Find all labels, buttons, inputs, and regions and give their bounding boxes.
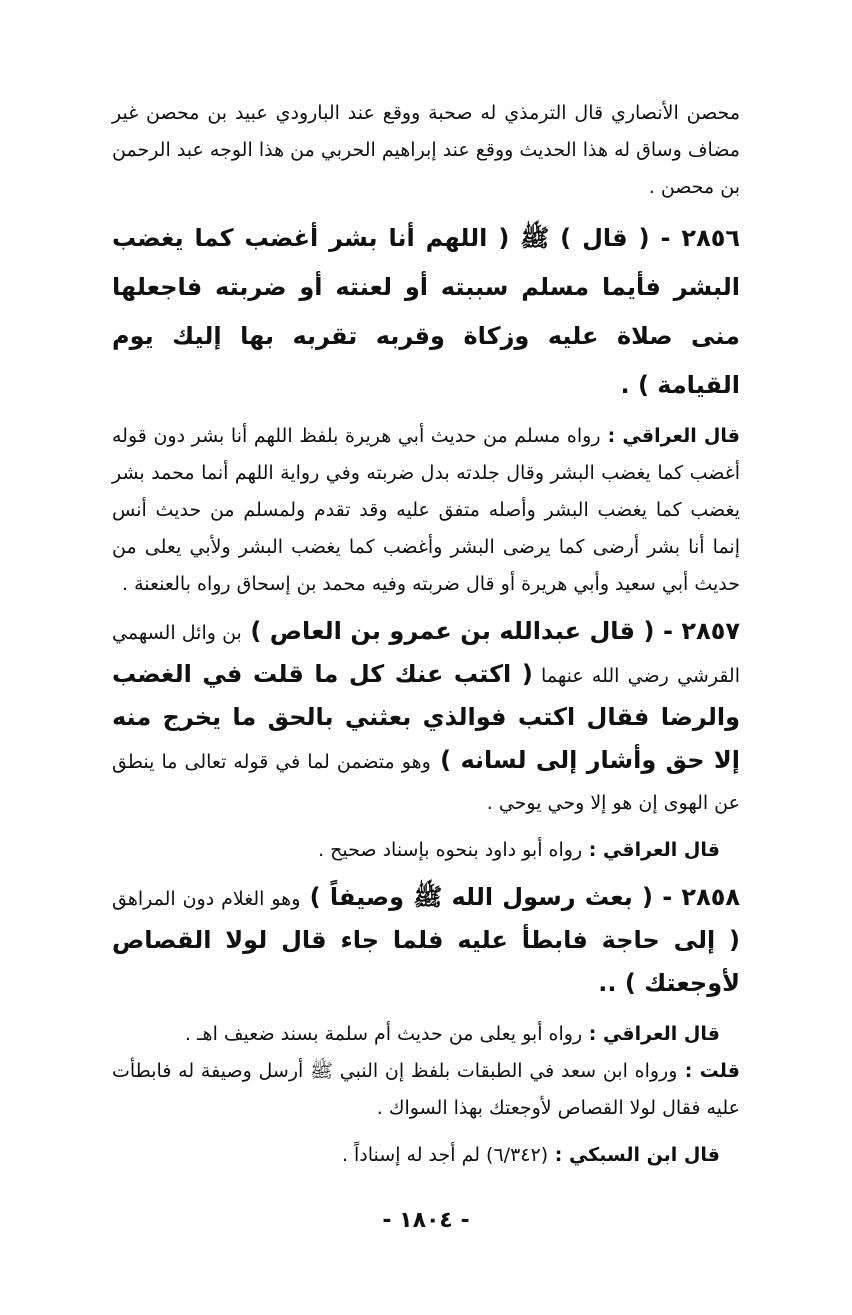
- hadith-2856-lead: ( قال ) ﷺ (: [487, 224, 650, 252]
- note-2858-label: قلت :: [677, 1060, 740, 1082]
- hadith-2858-quote: ( إلى حاجة فابطأ عليه فلما جاء قال لولا القصاص لأوجعتك ) ..: [112, 926, 740, 997]
- intro-text: محصن الأنصاري قال الترمذي له صحبة ووقع عند البارودي عبيد بن محصن غير مضاف وساق له هذا الحديث ووقع عند إبراهيم الحربي من هذا الوجه عبد الرحمن بن محصن .: [112, 102, 740, 198]
- intro-paragraph: [112, 95, 740, 206]
- page-number: - ١٨٠٤ -: [382, 1208, 470, 1233]
- hadith-2856-text: اللهم أنا بشر أغضب كما يغضب البشر فأيما مسلم سببته أو لعنته أو ضربته فاجعلها منى صلاة عليه وزكاة وقربه تقربه بها إليك يوم القيامة ) .: [112, 224, 740, 399]
- hadith-2857-number: ٢٨٥٧ -: [654, 617, 741, 645]
- hadith-2858: [112, 877, 740, 1006]
- page-body: [112, 95, 740, 1174]
- commentary-2858-text: رواه أبو يعلى من حديث أم سلمة بسند ضعيف اهـ .: [184, 1023, 583, 1045]
- hadith-2857-mid: بن وائل السهمي القرشي رضي الله عنهما: [112, 622, 740, 687]
- commentary-2856: [112, 418, 740, 603]
- hadith-2857: [112, 611, 740, 824]
- note-2858: [112, 1053, 740, 1127]
- commentary-2857-label: قال العراقي :: [582, 839, 720, 861]
- hadith-2857-lead: ( قال عبدالله بن عمرو بن العاص ): [241, 617, 655, 645]
- hadith-2857-tail: وهو متضمن لما في قوله تعالى ما ينطق عن الهوى إن هو إلا وحي يوحي .: [112, 751, 740, 814]
- hadith-2858-mid: وهو الغلام دون المراهق: [112, 888, 301, 910]
- commentary-2856-text: رواه مسلم من حديث أبي هريرة بلفظ اللهم أنا بشر دون قوله أغضب كما يغضب البشر وقال جلدته بدل ضربته وفي رواية اللهم أنما محمد بشر يغضب كما يغضب البشر وأصله متفق عليه وقد تقدم ولمسلم من حديث أنس إنما أنا بشر أرضى كما يرضى البشر وأغضب كما يغضب البشر ولأبي يعلى من حديث أبي سعيد وأبي هريرة أو قال ضربته وفيه محمد بن إسحاق رواه بالعنعنة .: [112, 425, 740, 595]
- subki-text: (٦/٣٤٢) لم أجد له إسناداً .: [341, 1144, 549, 1166]
- subki-note: [112, 1137, 740, 1174]
- hadith-2857-quote: ( اكتب عنك كل ما قلت في الغضب والرضا فقال اكتب فوالذي بعثني بالحق ما يخرج منه إلا حق وأشار إلى لسانه ): [112, 660, 740, 774]
- commentary-2857-text: رواه أبو داود بنحوه بإسناد صحيح .: [318, 839, 583, 861]
- commentary-2858: [112, 1016, 740, 1053]
- note-2858-text: ورواه ابن سعد في الطبقات بلفظ إن النبي ﷺ أرسل وصيفة له فابطأت عليه فقال لولا القصاص لأوجعتك بهذا السواك .: [112, 1060, 740, 1119]
- hadith-2856-number: ٢٨٥٦ -: [649, 224, 741, 252]
- commentary-2858-label: قال العراقي :: [582, 1023, 720, 1045]
- commentary-2857: [112, 832, 740, 869]
- subki-label: قال ابن السبكي :: [548, 1144, 720, 1166]
- hadith-2858-number: ٢٨٥٨ -: [652, 883, 741, 911]
- hadith-2858-lead: ( بعث رسول الله ﷺ وصيفاً ): [300, 883, 653, 911]
- hadith-2856: [112, 214, 740, 410]
- commentary-2856-label: قال العراقي :: [600, 425, 740, 447]
